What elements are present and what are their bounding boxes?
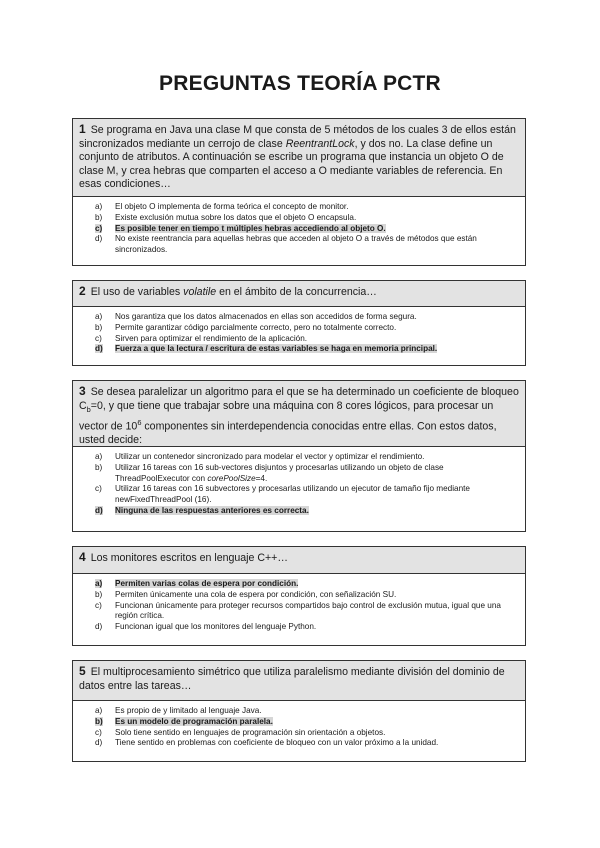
option-c-correct[interactable] — [95, 224, 519, 235]
option-text: Nos garantiza que los datos almacenados en ellas son accedidos de forma segura. — [115, 312, 417, 321]
option-letter: a) — [95, 579, 103, 588]
stem-italic: ReentrantLock — [285, 137, 355, 150]
question-4-stem — [73, 547, 525, 574]
option-b[interactable] — [95, 590, 519, 601]
option-a-correct[interactable] — [95, 579, 519, 590]
option-letter: a) — [95, 202, 103, 211]
option-text: Funcionan igual que los monitores del lenguaje Python. — [115, 622, 317, 632]
option-text: Utilizar 16 tareas con 16 sub-vectores disjuntos y procesarlas utilizando un objeto de clase ThreadPoolExecutor con corePoolSize=4. — [115, 462, 444, 483]
option-text: Utilizar un contenedor sincronizado para modelar el vector y optimizar el rendimiento. — [115, 452, 425, 461]
option-text: Ninguna de las respuestas anteriores es correcta. — [115, 505, 309, 515]
stem-text: componentes sin interdependencia conocidas entre ellas. Con estos datos, usted decide: — [79, 420, 497, 447]
stem-text: Se desea paralelizar un algoritmo para el que se ha determinado un coeficiente de bloqueo C — [79, 386, 519, 412]
stem-text: , y dos no. La clase define un conjunto de atributos. A continuación se escribe un programa que instancia un objeto O de clase M, y crea hebras que comparten el acceso a O mediante variables de referencia. En esas condiciones… — [79, 137, 504, 191]
question-4 — [72, 546, 526, 646]
option-letter: b) — [95, 589, 103, 599]
stem-text: =0, y que tiene que trabajar sobre una máquina con 8 cores lógicos, para procesar un vector de 10 — [79, 399, 494, 433]
option-text: Existe exclusión mutua sobre los datos que el objeto O encapsula. — [115, 212, 357, 222]
option-c[interactable] — [95, 601, 519, 623]
option-text: Funcionan únicamente para proteger recursos compartidos bajo control de exclusión mutua, igual que una región crítica. — [115, 600, 501, 621]
question-3-options — [73, 447, 525, 521]
question-5-stem — [73, 661, 525, 701]
option-letter: a) — [95, 452, 103, 461]
option-letter: d) — [95, 234, 103, 244]
option-d[interactable] — [95, 234, 519, 256]
option-c[interactable] — [95, 484, 519, 506]
option-text: No existe reentrancia para aquellas hebras que acceden al objeto O a través de métodos que están sincronizados. — [115, 234, 477, 255]
option-text: Permiten varias colas de espera por condición. — [115, 579, 299, 588]
option-letter: d) — [95, 738, 103, 748]
option-letter: a) — [95, 312, 103, 321]
question-number: 4 — [79, 550, 86, 564]
option-letter: b) — [95, 716, 103, 726]
option-text: Es propio de y limitado al lenguaje Java. — [115, 706, 262, 715]
option-text: El objeto O implementa de forma teórica el concepto de monitor. — [115, 202, 349, 211]
question-number: 1 — [79, 122, 86, 136]
question-2 — [72, 280, 526, 366]
option-letter: d) — [95, 344, 103, 354]
option-c[interactable] — [95, 728, 519, 739]
option-letter: b) — [95, 322, 103, 332]
option-b[interactable] — [95, 463, 519, 485]
stem-superscript: 6 — [137, 418, 142, 428]
stem-text: El multiprocesamiento simétrico que utiliza paralelismo mediante división del dominio de datos entre las tareas… — [79, 666, 505, 692]
option-text: Es posible tener en tiempo t múltiples hebras accediendo al objeto O. — [115, 223, 386, 233]
option-b[interactable] — [95, 323, 519, 334]
option-letter: b) — [95, 212, 103, 222]
option-text: Permite garantizar código parcialmente correcto, pero no totalmente correcto. — [115, 322, 397, 332]
option-d-correct[interactable] — [95, 506, 519, 517]
option-a[interactable] — [95, 452, 519, 463]
question-5 — [72, 660, 526, 762]
option-letter: d) — [95, 505, 103, 515]
question-5-options — [73, 701, 525, 753]
option-b-correct[interactable] — [95, 717, 519, 728]
question-1-options — [73, 197, 525, 260]
question-2-stem — [73, 281, 525, 307]
option-text: Permiten únicamente una cola de espera por condición, con señalización SU. — [115, 589, 397, 599]
question-3-stem — [73, 381, 525, 447]
question-3 — [72, 380, 526, 532]
option-letter: b) — [95, 462, 103, 472]
option-c[interactable] — [95, 334, 519, 345]
option-a[interactable] — [95, 312, 519, 323]
option-b[interactable] — [95, 213, 519, 224]
option-text: Sirven para optimizar el rendimiento de la aplicación. — [115, 333, 308, 343]
stem-text: Los monitores escritos en lenguaje C++… — [90, 552, 288, 564]
question-1-stem — [73, 119, 525, 197]
stem-text: en el ámbito de la concurrencia… — [216, 286, 377, 298]
option-letter: d) — [95, 622, 103, 632]
option-text: Utilizar 16 tareas con 16 subvectores y procesarlas utilizando un ejecutor de tamaño fijo mediante newFixedThreadPool (16). — [115, 484, 470, 505]
question-number: 3 — [79, 384, 86, 398]
option-text: Tiene sentido en problemas con coeficiente de bloqueo con un valor próximo a la unidad. — [115, 738, 439, 748]
question-number: 2 — [79, 284, 86, 298]
option-text: Fuerza a que la lectura / escritura de estas variables se haga en memoria principal. — [115, 344, 438, 354]
stem-text: El uso de variables — [90, 286, 184, 298]
stem-text: Se programa en Java una clase M que consta de 5 métodos de los cuales 3 de ellos están sincronizados mediante un cerrojo de clase — [79, 124, 516, 150]
option-text: Solo tiene sentido en lenguajes de programación sin orientación a objetos. — [115, 727, 386, 737]
question-4-options — [73, 574, 525, 637]
option-letter: c) — [95, 223, 103, 233]
option-letter: a) — [95, 706, 103, 715]
option-text: Es un modelo de programación paralela. — [115, 716, 273, 726]
question-number: 5 — [79, 664, 86, 678]
question-1 — [72, 118, 526, 266]
option-d-correct[interactable] — [95, 344, 519, 355]
option-d[interactable] — [95, 622, 519, 633]
option-a[interactable] — [95, 706, 519, 717]
stem-subscript: b — [86, 404, 91, 414]
option-letter: c) — [95, 727, 102, 737]
option-letter: c) — [95, 484, 102, 494]
option-a[interactable] — [95, 202, 519, 213]
option-letter: c) — [95, 333, 102, 343]
page-title: PREGUNTAS TEORÍA PCTR — [159, 72, 441, 95]
question-2-options — [73, 307, 525, 359]
option-letter: c) — [95, 600, 102, 610]
stem-italic: volatile — [183, 286, 217, 298]
option-d[interactable] — [95, 738, 519, 749]
